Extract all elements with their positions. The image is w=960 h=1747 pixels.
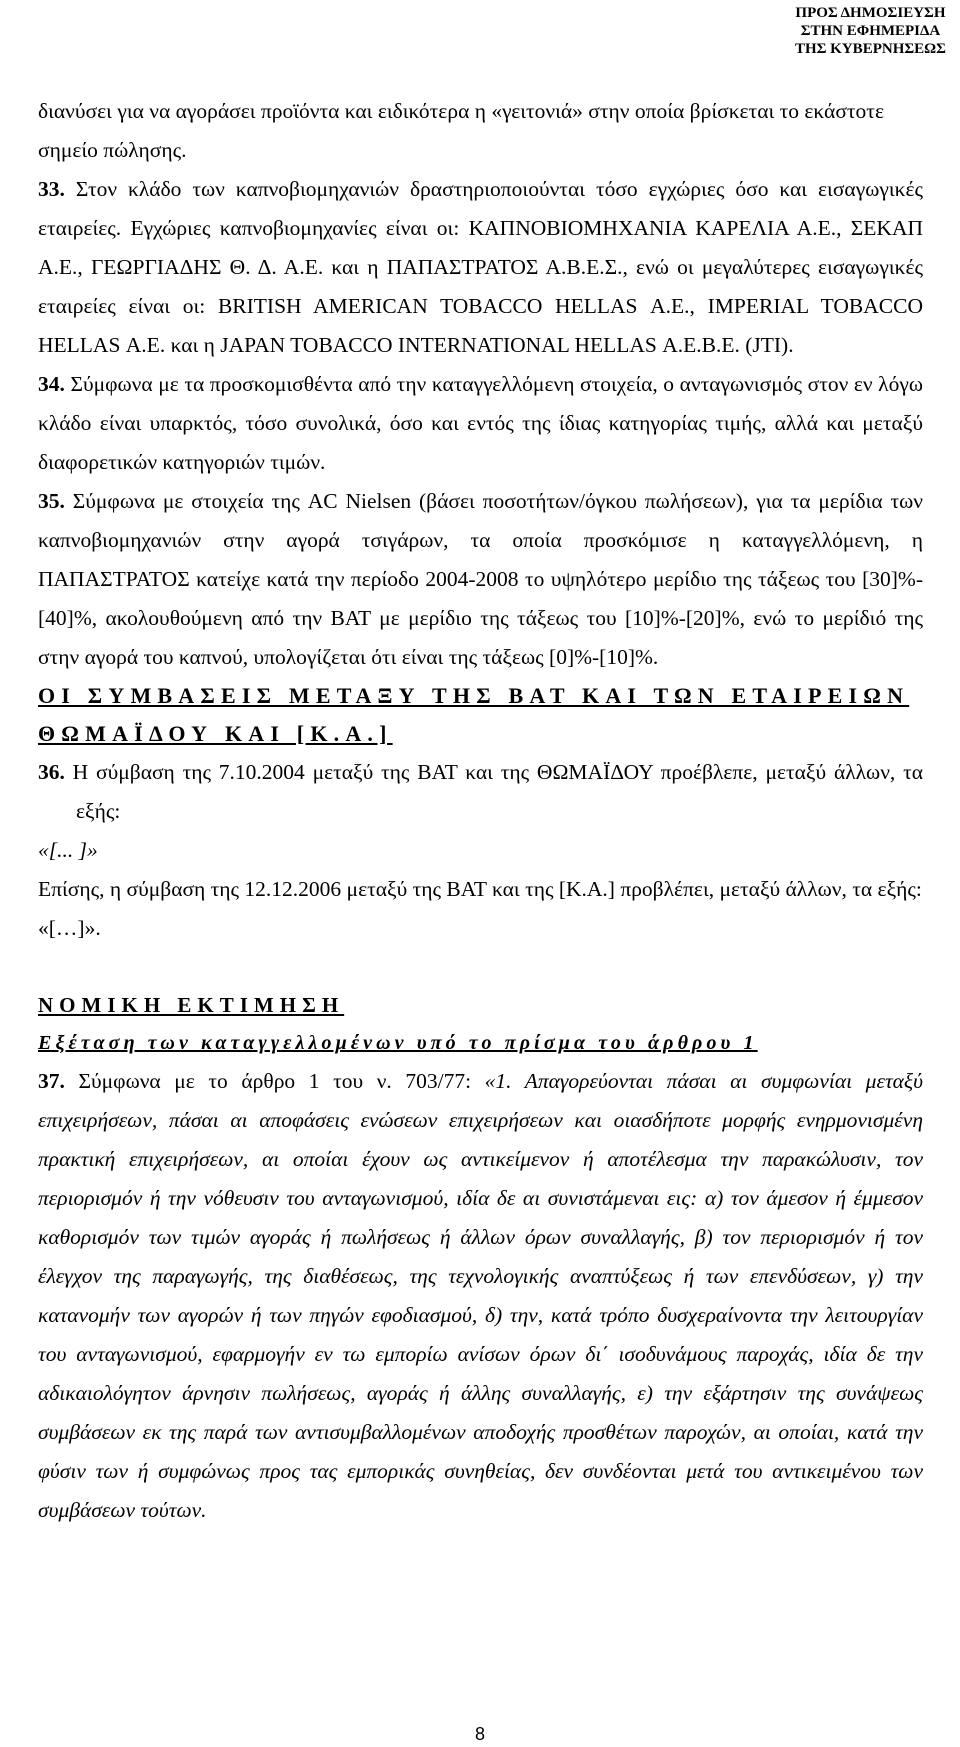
paragraph-33 <box>38 170 923 365</box>
intro-paragraph: διανύσει για να αγοράσει προϊόντα και ειδικότερα η «γειτονιά» στην οποία βρίσκεται το εκάστοτε σημείο πώλησης. <box>38 99 884 162</box>
section-heading-line-1: ΟΙ ΣΥΜΒΑΣΕΙΣ ΜΕΤΑΞΥ ΤΗΣ BAT ΚΑΙ ΤΩΝ ΕΤΑΙΡΕΙΩΝ <box>38 683 910 708</box>
stamp-line-2: ΣΤΗΝ ΕΦΗΜΕΡΙΔΑ <box>800 23 941 39</box>
paragraph-37 <box>38 1062 923 1530</box>
paragraph-text: Σύμφωνα με το άρθρο 1 του ν. 703/77: <box>78 1069 485 1093</box>
paragraph-number: 33. <box>38 177 65 201</box>
paragraph-34 <box>38 365 923 482</box>
paragraph-text: Η σύμβαση της 7.10.2004 μεταξύ της BAT και της ΘΩΜΑΪΔΟΥ προέβλεπε, μεταξύ άλλων, τα εξής: <box>72 760 923 823</box>
stamp-line-3: ΤΗΣ ΚΥΒΕΡΝΗΣΕΩΣ <box>794 41 946 57</box>
section-heading-line-2: ΘΩΜΑΪΔΟΥ ΚΑΙ [Κ.Α.] <box>38 721 393 746</box>
publication-stamp <box>795 4 946 58</box>
omitted-quote-1: «[... ]» <box>38 838 98 862</box>
paragraph-text: Σύμφωνα με στοιχεία της AC Nielsen (βάσει ποσοτήτων/όγκου πωλήσεων), για τα μερίδια των καπνοβιομηχανιών στην αγορά τσιγάρων, τα οποία προσκόμισε η καταγγελλόμενη, η ΠΑΠΑΣΤΡΑΤΟΣ κατείχε κατά την περίοδο 2004-2008 το υψηλότερο μερίδιο της τάξεως του [30]%-[40]%, ακολουθούμενη από την BAT με μερίδιο της τάξεως του [10]%-[20]%, ενώ το μερίδιό της στην αγορά του καπνού, υπολογίζεται ότι είναι της τάξεως [0]%-[10]%. <box>38 489 923 669</box>
section-heading-legal-assessment: ΝΟΜΙΚΗ ΕΚΤΙΜΗΣΗ <box>38 993 345 1017</box>
section-heading-contracts <box>38 677 923 753</box>
paragraph-36-continued: Επίσης, η σύμβαση της 12.12.2006 μεταξύ της BAT και της [Κ.Α.] προβλέπει, μεταξύ άλλων, τα εξής: <box>38 877 922 901</box>
paragraph-35 <box>38 482 923 677</box>
subsection-heading-article-1: Εξέταση των καταγγελλομένων υπό το πρίσμα του άρθρου 1 <box>38 1032 758 1054</box>
document-body <box>38 92 923 1530</box>
paragraph-number: 36. <box>38 760 65 784</box>
stamp-line-1: ΠΡΟΣ ΔΗΜΟΣΙΕΥΣΗ <box>795 5 946 21</box>
paragraph-text: Σύμφωνα με τα προσκομισθέντα από την καταγγελλόμενη στοιχεία, ο ανταγωνισμός στον εν λόγω κλάδο είναι υπαρκτός, τόσο συνολικά, όσο και εντός της ίδιας κατηγορίας τιμής, αλλά και μεταξύ διαφορετικών κατηγοριών τιμών. <box>38 372 923 474</box>
paragraph-number: 37. <box>38 1069 65 1093</box>
paragraph-number: 35. <box>38 489 65 513</box>
paragraph-number: 34. <box>38 372 65 396</box>
spacer <box>38 948 923 986</box>
paragraph-36 <box>38 753 923 831</box>
paragraph-text: Στον κλάδο των καπνοβιομηχανιών δραστηριοποιούνται τόσο εγχώριες όσο και εισαγωγικές εταιρείες. Εγχώριες καπνοβιομηχανίες είναι οι: ΚΑΠΝΟΒΙΟΜΗΧΑΝΙΑ ΚΑΡΕΛΙΑ Α.Ε., ΣΕΚΑΠ Α.Ε., ΓΕΩΡΓΙΑΔΗΣ Θ. Δ. Α.Ε. και η ΠΑΠΑΣΤΡΑΤΟΣ Α.Β.Ε.Σ., ενώ οι μεγαλύτερες εισαγωγικές εταιρείες είναι οι: BRITISH AMERICAN TOBACCO HELLAS Α.Ε., IMPERIAL TOBACCO HELLAS Α.Ε. και η JAPAN TOBACCO INTERNATIONAL HELLAS Α.Ε.Β.Ε. (JTI). <box>38 177 924 357</box>
omitted-quote-2: «[…]». <box>38 916 101 940</box>
law-quote: «1. Απαγορεύονται πάσαι αι συμφωνίαι μεταξύ επιχειρήσεων, πάσαι αι αποφάσεις ενώσεων επιχειρήσεων και οιασδήποτε μορφής ενηρμονισμένη πρακτική επιχειρήσεων, αι οποίαι έχουν ως αντικείμενον ή αποτέλεσμα την παρακώλυσιν, τον περιορισμόν ή την νόθευσιν του ανταγωνισμού, ιδία δε αι συνιστάμεναι εις: α) τον άμεσον ή έμμεσον καθορισμόν των τιμών αγοράς ή πωλήσεως ή άλλων όρων συναλλαγής, β) τον περιορισμόν ή τον έλεγχον της παραγωγής, της διαθέσεως, της τεχνολογικής αναπτύξεως ή των επενδύσεων, γ) την κατανομήν των αγορών ή των πηγών εφοδιασμού, δ) την, κατά τρόπο δυσχεραίνοντα την λειτουργίαν του ανταγωνισμού, εφαρμογήν εν τω εμπορίω ανίσων όρων δι΄ ισοδυνάμους παροχάς, ιδία δε την αδικαιολόγητον άρνησιν πωλήσεως, αγοράς ή άλλης συναλλαγής, ε) την εξάρτησιν της συνάψεως συμβάσεων εκ της παρά των αντισυμβαλλομένων αποδοχής προσθέτων παροχών, αι οποίαι, κατά την φύσιν των ή συμφώνως προς τας εμπορικάς συνηθείας, δεν συνδέονται μετά του αντικειμένου των συμβάσεων τούτων. <box>38 1069 924 1522</box>
page-number: 8 <box>474 1724 485 1744</box>
